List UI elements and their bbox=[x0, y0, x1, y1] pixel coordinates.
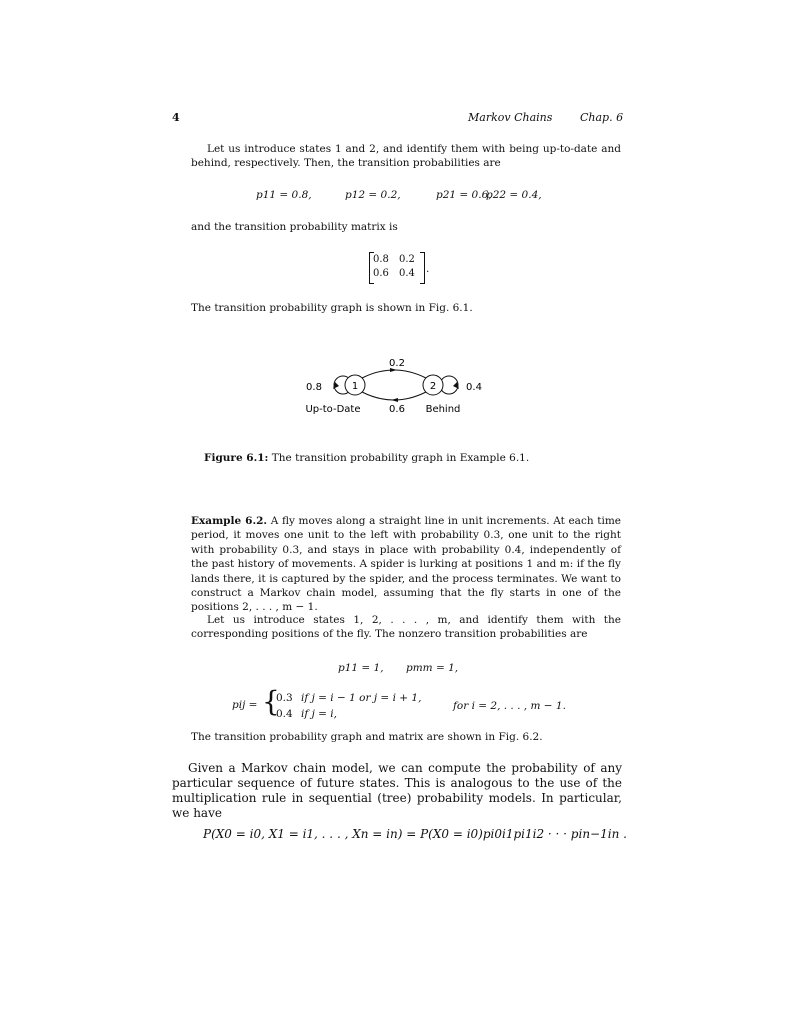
case-2-value: 0.4 bbox=[276, 708, 293, 720]
case-2-condition: if j = i, bbox=[301, 708, 338, 720]
equation-pij-lhs: pij = bbox=[232, 699, 258, 711]
self-loop-label-2: 0.4 bbox=[466, 382, 482, 393]
equation-brace: { bbox=[262, 685, 280, 718]
arc-arrow-bottom bbox=[391, 398, 398, 402]
transition-graph bbox=[300, 352, 500, 422]
example-label: Example 6.2. bbox=[191, 515, 268, 527]
arc-2-to-1 bbox=[362, 392, 426, 400]
equation-boundary-a: p11 = 1, bbox=[338, 662, 384, 674]
matrix-cell: 0.8 bbox=[373, 254, 389, 265]
matrix-intro: and the transition probability matrix is bbox=[191, 221, 398, 233]
main-paragraph: Given a Markov chain model, we can compute the probability of any particular sequence of future states. This is analogous to the use of the multiplication rule in sequential (tree) probability models. In particular, we have bbox=[172, 761, 622, 820]
prob-p12: p12 = 0.2, bbox=[345, 189, 401, 201]
matrix-cell: 0.6 bbox=[373, 268, 389, 279]
intro-paragraph: Let us introduce states 1 and 2, and identify them with being up-to-date and behind, respectively. Then, the transition probabilities are bbox=[191, 143, 621, 170]
matrix-cell: 0.4 bbox=[399, 268, 415, 279]
example-text: A fly moves along a straight line in unit increments. At each time period, it moves one unit to the left with probability 0.3, one unit to the right with probability 0.3, and stays in place with probability 0.4, independently of the past history of movements. A spider is lurking at positions 1 and m: if the fly lands there, it is captured by the spider, and the process terminates. We want to construct a Markov chain model, assuming that the fly starts in one of the positions 2, . . . , m − 1. bbox=[191, 515, 621, 614]
example-states-paragraph: Let us introduce states 1, 2, . . . , m, and identify them with the corresponding positions of the fly. The nonzero transition probabilities are bbox=[191, 614, 621, 641]
prob-p21: p21 = 0.6, bbox=[436, 189, 492, 201]
case-1-condition: if j = i − 1 or j = i + 1, bbox=[301, 692, 422, 704]
figure-caption-label: Figure 6.1: bbox=[204, 452, 269, 464]
running-header-chapter: Chap. 6 bbox=[580, 111, 624, 124]
state-2-name: Behind bbox=[425, 404, 461, 415]
figure-caption bbox=[204, 451, 529, 465]
prob-p11: p11 = 0.8, bbox=[256, 189, 312, 201]
equation-boundary-b: pmm = 1, bbox=[406, 662, 459, 674]
running-header-title: Markov Chains bbox=[468, 111, 553, 124]
arc-1-to-2 bbox=[362, 370, 426, 378]
matrix-cell: 0.2 bbox=[399, 254, 415, 265]
transition-matrix bbox=[369, 252, 425, 284]
prob-p22: p22 = 0.4, bbox=[486, 189, 542, 201]
figure-6-2-reference: The transition probability graph and matrix are shown in Fig. 6.2. bbox=[191, 731, 543, 743]
case-1-value: 0.3 bbox=[276, 692, 293, 704]
edge-label-2-to-1: 0.6 bbox=[389, 404, 405, 415]
chain-probability-equation: P(X0 = i0, X1 = i1, . . . , Xn = in) = P(X0 = i0)pi0i1pi1i2 · · · pin−1in . bbox=[203, 827, 627, 841]
self-loop-label-1: 0.8 bbox=[306, 382, 322, 393]
transition-graph-figure bbox=[300, 352, 500, 422]
graph-intro: The transition probability graph is shown in Fig. 6.1. bbox=[191, 302, 473, 314]
example-paragraph bbox=[191, 514, 621, 615]
page-number: 4 bbox=[172, 111, 180, 124]
matrix-period: . bbox=[426, 263, 430, 275]
state-1-name: Up-to-Date bbox=[305, 404, 361, 415]
figure-caption-text: The transition probability graph in Example 6.1. bbox=[271, 452, 530, 464]
state-1-label: 1 bbox=[351, 381, 359, 392]
edge-label-1-to-2: 0.2 bbox=[389, 358, 405, 369]
equation-range: for i = 2, . . . , m − 1. bbox=[453, 700, 566, 712]
matrix-right-bracket bbox=[420, 252, 425, 284]
state-2-label: 2 bbox=[429, 381, 437, 392]
